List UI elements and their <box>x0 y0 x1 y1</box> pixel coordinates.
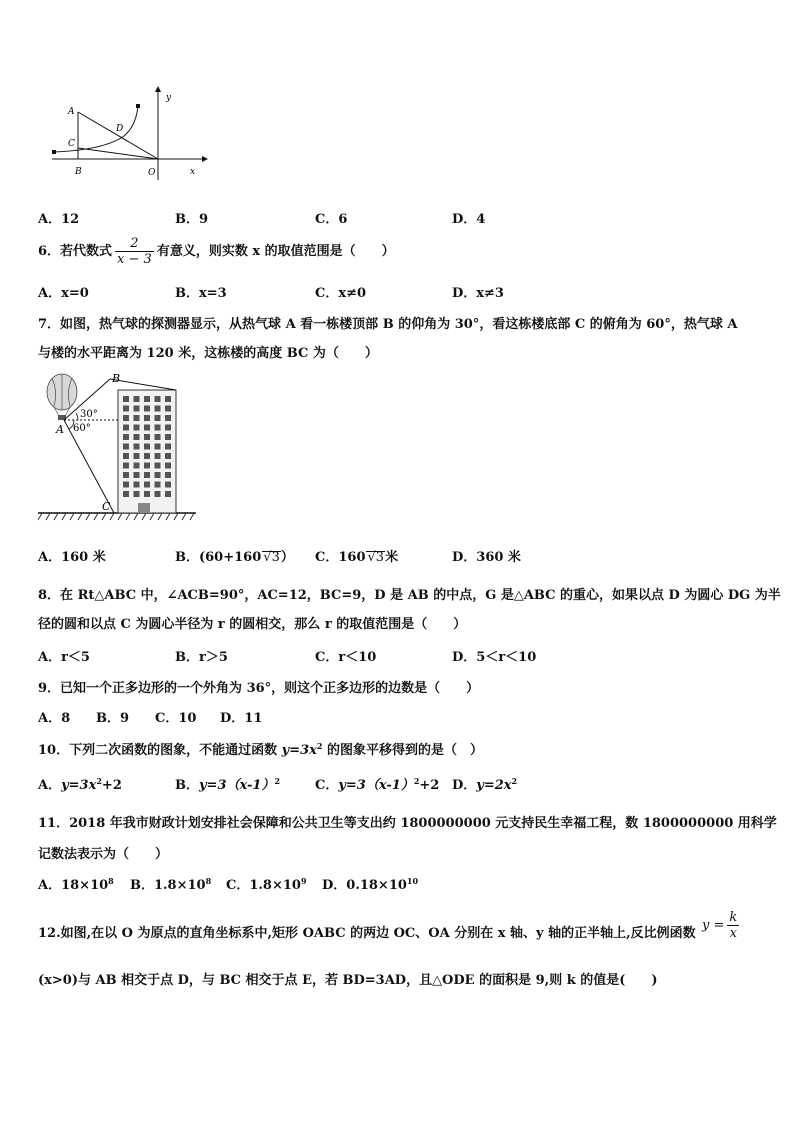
q11-option-c-base: C．1.8×10 <box>226 878 301 893</box>
angle-30-label: 30° <box>80 409 98 420</box>
label-O: O <box>148 168 156 178</box>
q8-option-b: B．r＞5 <box>175 650 228 665</box>
building-window <box>155 463 161 469</box>
building-window <box>165 444 171 450</box>
q7-stem-line2: 与楼的水平距离为 120 米，这栋楼的高度 BC 为（ ） <box>38 346 378 361</box>
building-window <box>144 415 150 421</box>
q10-option-c-tail: +2 <box>419 778 440 793</box>
building-window <box>144 434 150 440</box>
q6-option-d: D．x≠3 <box>452 286 504 301</box>
q9-stem: 9．已知一个正多边形的一个外角为 36°，则这个正多边形的边数是（ ） <box>38 681 480 696</box>
label-y: y <box>166 93 172 103</box>
label-B: B <box>75 167 82 177</box>
label-C: C <box>68 139 75 149</box>
label-x: x <box>190 167 196 177</box>
q8-option-c: C．r＜10 <box>315 650 377 665</box>
q12-frac-den: x <box>729 926 737 941</box>
building-window <box>144 396 150 402</box>
q6-frac-den: x − 3 <box>117 252 152 267</box>
building-window <box>165 491 171 497</box>
building-window <box>134 463 140 469</box>
q10-stem <box>38 739 483 758</box>
building-window <box>123 463 129 469</box>
figure-balloon-building <box>38 370 198 525</box>
building-window <box>123 444 129 450</box>
q12-fraction <box>727 910 739 941</box>
q6-option-b: B．x=3 <box>175 286 227 301</box>
building-window <box>155 396 161 402</box>
point-B-label: B <box>112 372 121 385</box>
building-window <box>165 396 171 402</box>
building-window <box>155 491 161 497</box>
building-window <box>123 453 129 459</box>
building-window <box>155 415 161 421</box>
building-window <box>155 472 161 478</box>
building-window <box>134 472 140 478</box>
building-window <box>134 482 140 488</box>
q11-option-d-exp: 10 <box>406 876 419 886</box>
building-window <box>144 406 150 412</box>
q9-option-b: B．9 <box>96 711 130 726</box>
q6-option-a: A．x=0 <box>38 286 89 301</box>
q10-option-c-sup: 2 <box>413 776 420 786</box>
q11-stem-line2: 记数法表示为（ ） <box>38 847 169 862</box>
q11-option-c-exp: 9 <box>300 876 307 886</box>
q7-stem-line1: 7．如图，热气球的探测器显示，从热气球 A 看一栋楼顶部 B 的仰角为 30°，看这栋楼底部 C 的俯角为 60°，热气球 A <box>38 317 738 332</box>
q12-function <box>702 910 742 941</box>
q11-option-a-exp: 8 <box>108 876 114 886</box>
building-window <box>165 415 171 421</box>
q6-text-before: 6．若代数式 <box>38 244 113 259</box>
building-window <box>165 463 171 469</box>
q7-option-c-radicand: 3 <box>375 550 385 565</box>
building-window <box>155 453 161 459</box>
building-window <box>123 472 129 478</box>
point-A-label: A <box>56 423 64 436</box>
q11-option-c <box>226 874 307 893</box>
q10-option-d-sup: 2 <box>511 776 518 786</box>
q9-option-a: A．8 <box>38 711 71 726</box>
q11-option-b <box>130 874 211 893</box>
q5-option-a: A．12 <box>38 212 80 227</box>
building-window <box>144 444 150 450</box>
building-window <box>165 425 171 431</box>
building-window <box>123 415 129 421</box>
q12-stem-line1: 12.如图,在以 O 为原点的直角坐标系中,矩形 OABC 的两边 OC、OA 分别在 x 轴、y 轴的正半轴上,反比例函数 <box>38 926 696 941</box>
q10-stem-pre: 10．下列二次函数的图象，不能通过函数 <box>38 743 282 758</box>
q11-option-d-base: D．0.18×10 <box>322 878 407 893</box>
q10-option-c-expr: y=3（x-1） <box>338 778 414 793</box>
building-window <box>123 396 129 402</box>
building-window <box>134 453 140 459</box>
q12-frac-num: k <box>729 910 738 925</box>
q10-option-d-expr: y=2x <box>476 778 512 793</box>
q6-frac-num: 2 <box>115 236 154 252</box>
q5-option-d: D．4 <box>452 212 486 227</box>
building-window <box>155 425 161 431</box>
q7-option-b <box>175 546 294 565</box>
label-A: A <box>68 107 75 117</box>
q11-option-b-exp: 8 <box>205 876 212 886</box>
building-window <box>144 472 150 478</box>
q7-option-b-sqrt: √3 <box>263 550 280 565</box>
building-window <box>144 491 150 497</box>
building-window <box>134 444 140 450</box>
building-window <box>155 482 161 488</box>
q10-stem-func: y=3x <box>281 743 317 758</box>
q7-option-a: A．160 米 <box>38 550 106 565</box>
building-window <box>134 425 140 431</box>
q7-option-b-post: ） <box>280 550 294 565</box>
q9-option-d: D．11 <box>220 711 263 726</box>
q11-stem-line1: 11．2018 年我市财政计划安排社会保障和公共卫生等支出约 1800000000 元支持民生幸福工程，数 1800000000 用科学 <box>38 816 777 831</box>
q10-stem-post: 的图象平移得到的是（ ） <box>322 743 483 758</box>
q8-stem-line1: 8．在 Rt△ABC 中，∠ACB=90°，AC=12，BC=9，D 是 AB 的中点，G 是△ABC 的重心，如果以点 D 为圆心 DG 为半 <box>38 588 781 603</box>
building-window <box>123 434 129 440</box>
building-window <box>165 406 171 412</box>
building-window <box>144 463 150 469</box>
q10-option-a <box>38 774 122 793</box>
q12-function-lhs: y = <box>702 918 725 933</box>
building-window <box>155 434 161 440</box>
q5-option-c: C．6 <box>315 212 348 227</box>
building-window <box>165 482 171 488</box>
q6-text-after: 有意义，则实数 x 的取值范围是（ ） <box>156 244 395 259</box>
q6-stem <box>38 236 395 267</box>
building-window <box>155 406 161 412</box>
q11-option-a <box>38 874 114 893</box>
label-D: D <box>116 124 124 134</box>
building-window <box>123 482 129 488</box>
building-window <box>144 453 150 459</box>
q8-option-a: A．r＜5 <box>38 650 90 665</box>
figure-coordinate-diagram <box>44 84 214 184</box>
q10-option-b-sup: 2 <box>274 776 281 786</box>
building-window <box>155 444 161 450</box>
q10-stem-sup: 2 <box>316 741 323 751</box>
building-window <box>134 415 140 421</box>
building-window <box>165 453 171 459</box>
building-window <box>144 425 150 431</box>
q10-option-b-label: B． <box>175 778 199 793</box>
q10-option-d-label: D． <box>452 778 477 793</box>
q11-option-a-base: A．18×10 <box>38 878 109 893</box>
q7-option-c <box>315 546 398 565</box>
q12-stem-line2: (x>0)与 AB 相交于点 D，与 BC 相交于点 E，若 BD=3AD，且△ODE 的面积是 9,则 k 的值是( ) <box>38 973 658 988</box>
building-window <box>134 406 140 412</box>
point-C-label: C <box>102 500 111 513</box>
q8-stem-line2: 径的圆和以点 C 为圆心半径为 r 的圆相交，那么 r 的取值范围是（ ） <box>38 617 467 632</box>
q10-option-a-sup: 2 <box>96 776 102 786</box>
building-window <box>134 396 140 402</box>
building-window <box>144 482 150 488</box>
q7-option-b-pre: B．(60+160 <box>175 550 262 565</box>
q10-option-d <box>452 774 517 793</box>
q10-option-a-label: A． <box>38 778 62 793</box>
building-window <box>165 472 171 478</box>
q10-option-a-expr: y=3x <box>61 778 97 793</box>
q10-option-b <box>175 774 280 793</box>
q8-option-d: D．5＜r＜10 <box>452 650 537 665</box>
building-window <box>123 491 129 497</box>
q7-option-c-sqrt: √3 <box>367 550 385 565</box>
building-window <box>123 406 129 412</box>
building-window <box>134 491 140 497</box>
q9-option-c: C．10 <box>155 711 197 726</box>
building-window <box>165 434 171 440</box>
building-window <box>123 425 129 431</box>
q6-fraction <box>115 236 154 267</box>
angle-60-label: 60° <box>73 423 91 434</box>
q10-option-a-tail: +2 <box>101 778 122 793</box>
q7-option-d: D．360 米 <box>452 550 521 565</box>
q10-option-b-expr: y=3（x-1） <box>199 778 275 793</box>
q11-option-d <box>322 874 418 893</box>
q7-option-c-post: 米 <box>385 550 399 565</box>
building-window <box>134 434 140 440</box>
q10-option-c <box>315 774 439 793</box>
q7-option-b-radicand: 3 <box>271 550 280 565</box>
q11-option-b-base: B．1.8×10 <box>130 878 206 893</box>
q5-option-b: B．9 <box>175 212 209 227</box>
q10-option-c-label: C． <box>315 778 339 793</box>
q7-option-c-pre: C．160 <box>315 550 366 565</box>
q6-option-c: C．x≠0 <box>315 286 367 301</box>
